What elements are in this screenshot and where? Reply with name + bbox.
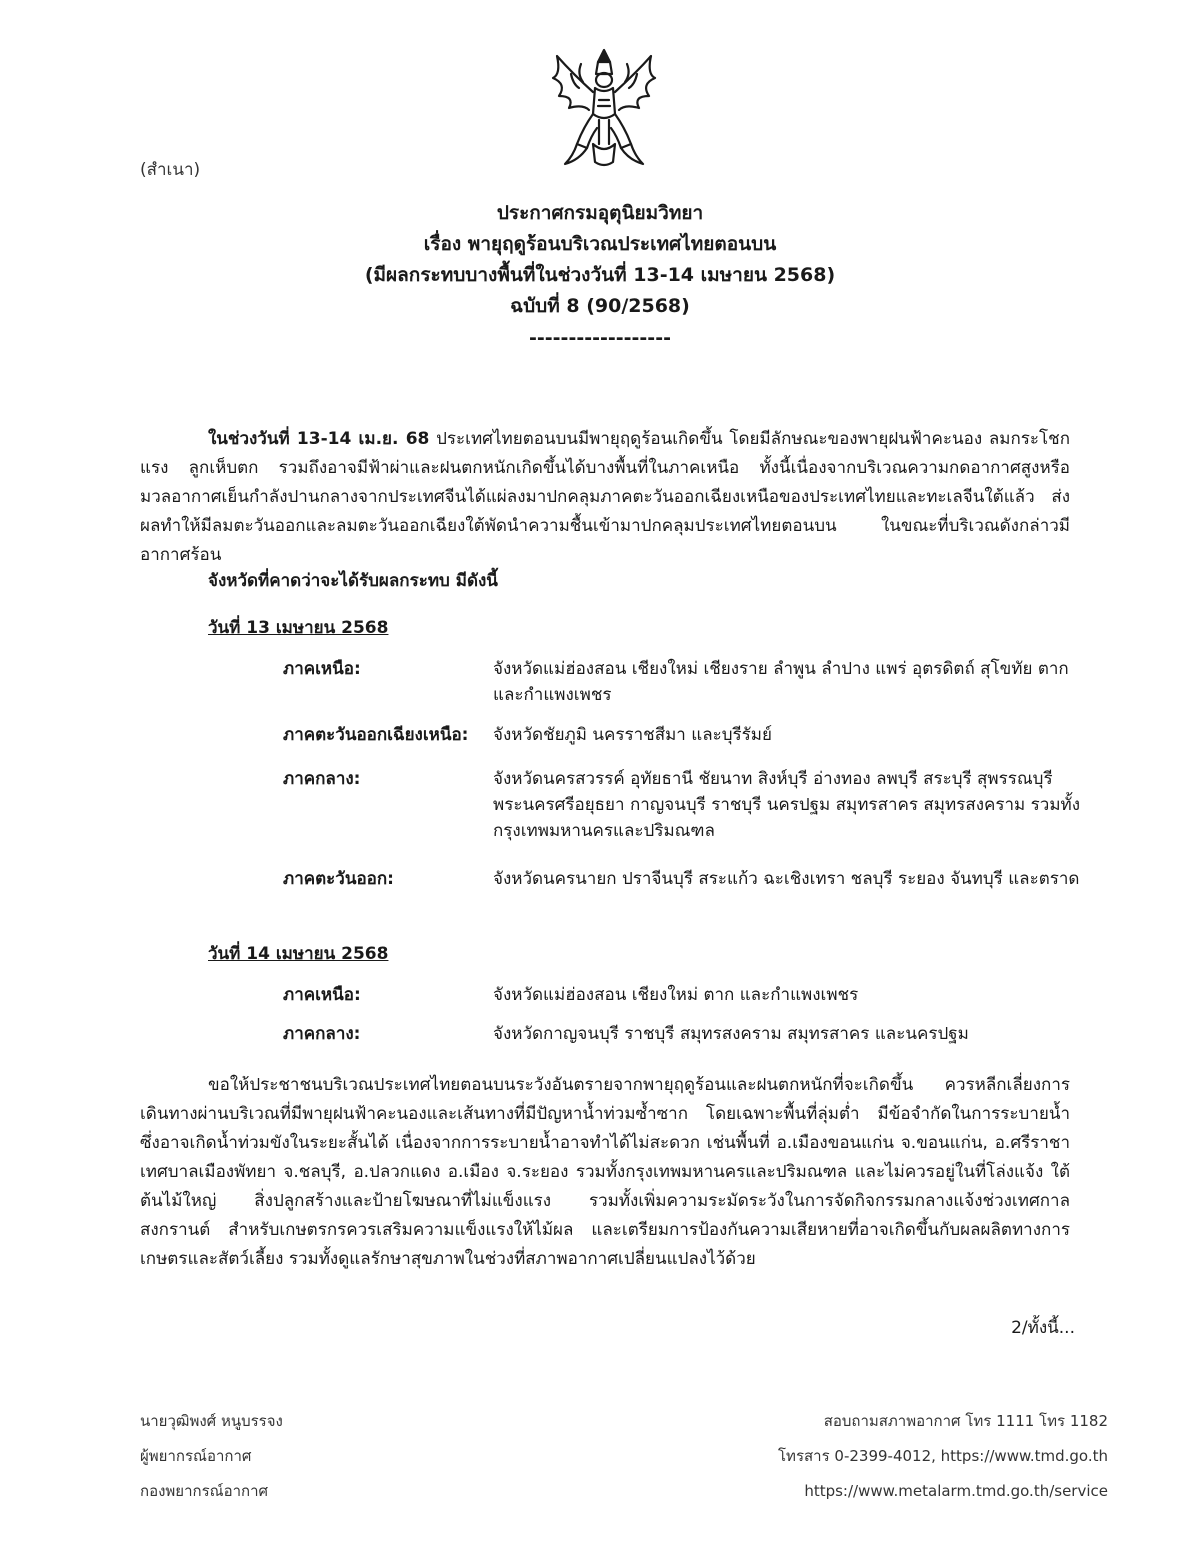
announcement-header <box>0 198 1200 350</box>
header-separator: ------------------ <box>529 327 671 349</box>
announcement-effect: (มีผลกระทบบางพื้นที่ในช่วงวันที่ 13-14 เมษายน 2568) <box>364 264 836 286</box>
intro-lead: ในช่วงวันที่ 13-14 เม.ย. 68 <box>208 429 430 449</box>
signer-division: กองพยากรณ์อากาศ <box>140 1482 269 1500</box>
day-1-date: วันที่ 13 เมษายน 2568 <box>208 618 389 638</box>
page-continuation: 2/ทั้งนี้... <box>1011 1318 1075 1338</box>
day-2-date: วันที่ 14 เมษายน 2568 <box>208 944 389 964</box>
contact-fax[interactable]: โทรสาร 0-2399-4012, https://www.tmd.go.th <box>778 1447 1108 1465</box>
advice-text: ขอให้ประชาชนบริเวณประเทศไทยตอนบนระวังอันตรายจากพายุฤดูร้อนและฝนตกหนักที่จะเกิดขึ้น ควรหลีกเลี่ยงการเดินทางผ่านบริเวณที่มีพายุฝนฟ้าคะนองและเส้นทางที่มีปัญหาน้ำท่วมซ้ำซาก โดยเฉพาะพื้นที่ลุ่มต่ำ มีข้อจำกัดในการระบายน้ำ ซึ่งอาจเกิดน้ำท่วมขังในระยะสั้นได้ เนื่องจากการระบายน้ำอาจทำได้ไม่สะดวก เช่นพื้นที่ อ.เมืองขอนแก่น จ.ขอนแก่น, อ.ศรีราชา เทศบาลเมืองพัทยา จ.ชลบุรี, อ.ปลวกแดง อ.เมือง จ.ระยอง รวมทั้งกรุงเทพมหานครและปริมณฑล และไม่ควรอยู่ในที่โล่งแจ้ง ใต้ต้นไม้ใหญ่ สิ่งปลูกสร้างและป้ายโฆษณาที่ไม่แข็งแรง รวมทั้งเพิ่มความระมัดระวังในการจัดกิจกรรมกลางแจ้งช่วงเทศกาลสงกรานต์ สำหรับเกษตรกรควรเสริมความแข็งแรงให้ไม้ผล และเตรียมการป้องกันความเสียหายที่อาจเกิดขึ้นกับผลผลิตทางการเกษตรและสัตว์เลี้ยง รวมทั้งดูแลรักษาสุขภาพในช่วงที่สภาพอากาศเปลี่ยนแปลงไว้ด้วย <box>140 1075 1070 1269</box>
advice-paragraph <box>140 1071 1070 1274</box>
announcement-title: ประกาศกรมอุตุนิยมวิทยา <box>496 202 704 224</box>
region-provinces: จังหวัดแม่ฮ่องสอน เชียงใหม่ เชียงราย ลำพูน ลำปาง แพร่ อุตรดิตถ์ สุโขทัย ตาก และกำแพงเพชร <box>493 659 1069 705</box>
contact-block <box>778 1404 1108 1509</box>
announcement-issue: ฉบับที่ 8 (90/2568) <box>510 295 690 317</box>
garuda-emblem-icon <box>543 44 665 172</box>
signer-block <box>140 1404 283 1509</box>
intro-paragraph <box>140 425 1070 570</box>
contact-url[interactable]: https://www.metalarm.tmd.go.th/service <box>804 1482 1108 1500</box>
region-name: ภาคกลาง: <box>283 769 361 789</box>
region-provinces: จังหวัดนครนายก ปราจีนบุรี สระแก้ว ฉะเชิงเทรา ชลบุรี ระยอง จันทบุรี และตราด <box>493 869 1080 889</box>
signer-name: นายวุฒิพงศ์ หนูบรรจง <box>140 1412 283 1430</box>
region-name: ภาคเหนือ: <box>283 659 361 679</box>
intro-text: ประเทศไทยตอนบนมีพายุฤดูร้อนเกิดขึ้น โดยมีลักษณะของพายุฝนฟ้าคะนอง ลมกระโชกแรง ลูกเห็บตก รวมถึงอาจมีฟ้าผ่าและฝนตกหนักเกิดขึ้นได้บางพื้นที่ในภาคเหนือ ทั้งนี้เนื่องจากบริเวณความกดอากาศสูงหรือมวลอากาศเย็นกำลังปานกลางจากประเทศจีนได้แผ่ลงมาปกคลุมภาคตะวันออกเฉียงเหนือของประเทศไทยและทะเลจีนใต้แล้ว ส่งผลทำให้มีลมตะวันออกและลมตะวันออกเฉียงใต้พัดนำความชื้นเข้ามาปกคลุมประเทศไทยตอนบน ในขณะที่บริเวณดังกล่าวมีอากาศร้อน <box>140 429 1070 565</box>
region-provinces: จังหวัดกาญจนบุรี ราชบุรี สมุทรสงคราม สมุทรสาคร และนครปฐม <box>493 1024 969 1044</box>
region-provinces: จังหวัดชัยภูมิ นครราชสีมา และบุรีรัมย์ <box>493 725 772 745</box>
announcement-subject: เรื่อง พายุฤดูร้อนบริเวณประเทศไทยตอนบน <box>423 233 777 255</box>
region-name: ภาคตะวันออกเฉียงเหนือ: <box>283 725 469 745</box>
affected-heading: จังหวัดที่คาดว่าจะได้รับผลกระทบ มีดังนี้ <box>208 571 498 591</box>
region-name: ภาคตะวันออก: <box>283 869 394 889</box>
signer-role: ผู้พยากรณ์อากาศ <box>140 1447 252 1465</box>
region-name: ภาคเหนือ: <box>283 985 361 1005</box>
contact-phone: สอบถามสภาพอากาศ โทร 1111 โทร 1182 <box>823 1412 1108 1430</box>
region-provinces: จังหวัดนครสวรรค์ อุทัยธานี ชัยนาท สิงห์บุรี อ่างทอง ลพบุรี สระบุรี สุพรรณบุรี พระนครศรีอยุธยา กาญจนบุรี ราชบุรี นครปฐม สมุทรสาคร สมุทรสงคราม รวมทั้งกรุงเทพมหานครและปริมณฑล <box>493 769 1081 841</box>
region-name: ภาคกลาง: <box>283 1024 361 1044</box>
copy-label: (สำเนา) <box>140 160 201 180</box>
region-provinces: จังหวัดแม่ฮ่องสอน เชียงใหม่ ตาก และกำแพงเพชร <box>493 985 859 1005</box>
